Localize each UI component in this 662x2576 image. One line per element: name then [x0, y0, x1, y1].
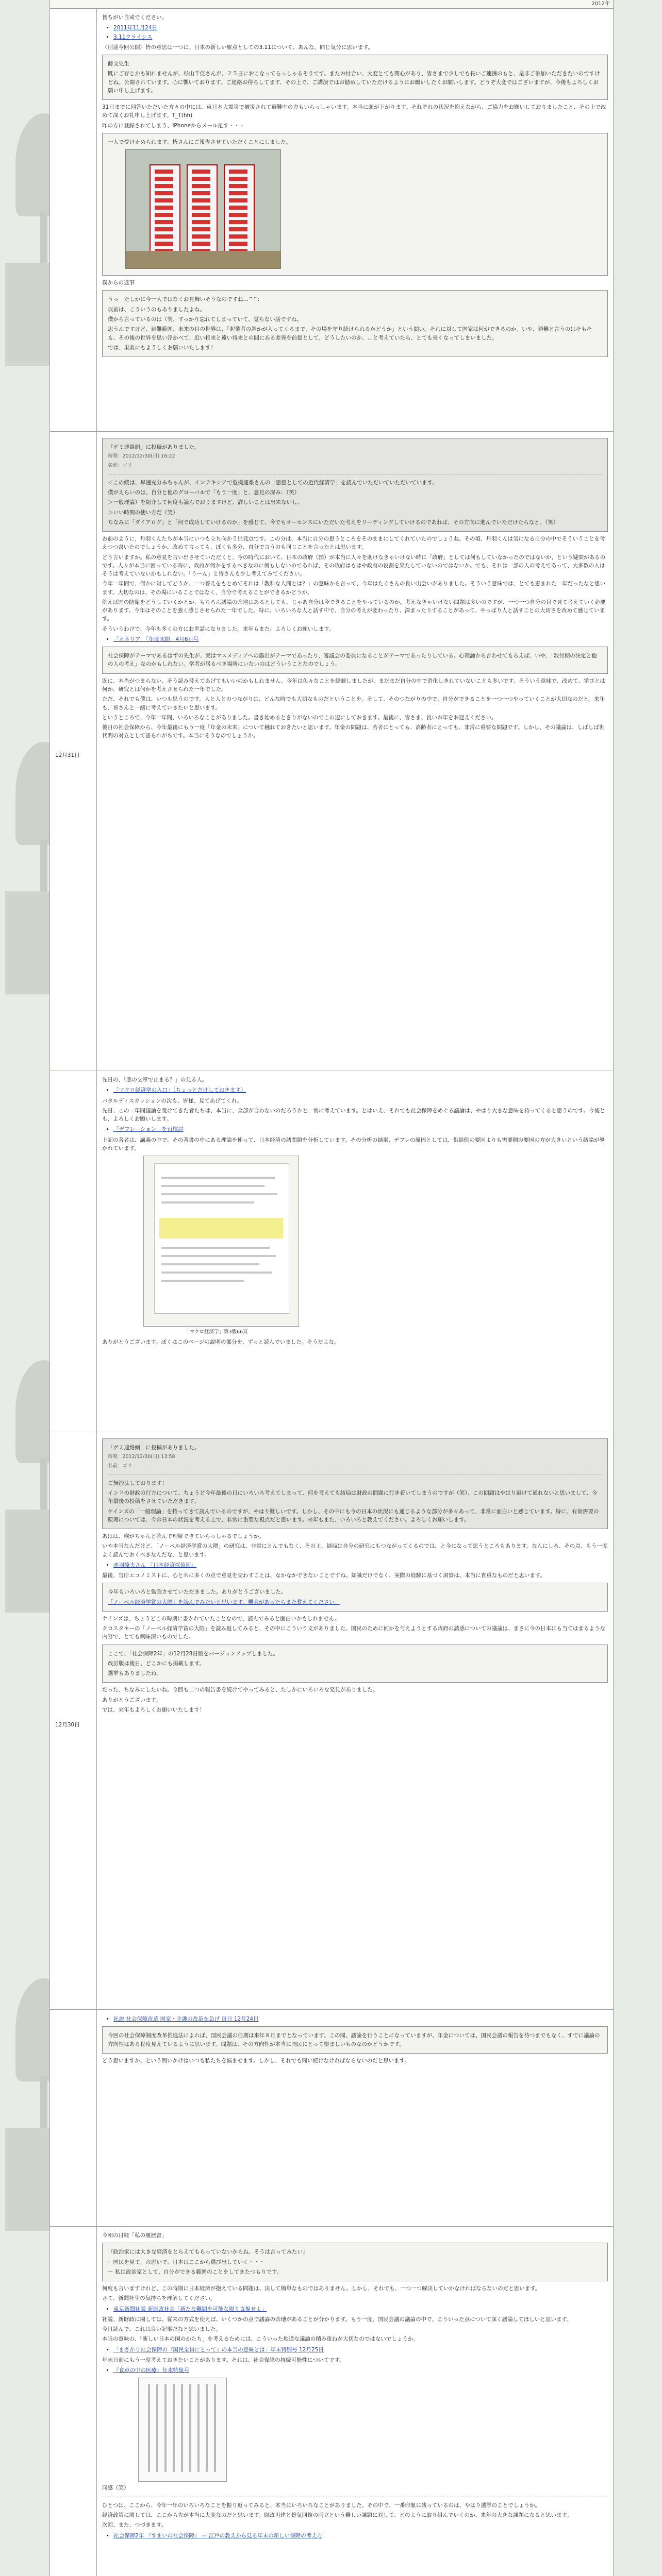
quote-body: 一人で受け止められます。皆さんにご報告させていただくことにしました。	[108, 139, 292, 145]
bbs-post-box	[102, 438, 608, 532]
paragraph: ありがとうございます。	[102, 1697, 161, 1703]
quote-link[interactable]: 「ノーベル経済学賞の大隈」を読んでみたいと思います。機会があったらまた教えてください。	[108, 1599, 340, 1605]
diary-entry	[50, 2227, 613, 2576]
quote-line: 改訂版は後日、どこかにも掲載します。	[108, 1660, 205, 1667]
entry-date: 12月30日	[55, 1722, 80, 1728]
link[interactable]: 『食卓の中の医療』年末特集号	[113, 2367, 189, 2374]
paragraph: 先日、この一年間議論を受けてきた者たちは、本当に、全部が合わないのだろうかと、常に考えています。とはいえ、それでも社会保障をめぐる議論は、やはり大きな意味を持ってくると思うのです。今後とも、よろしくお願いします。	[102, 1107, 605, 1123]
link[interactable]: 東京新聞社説 新財政社会「新たな難題を可能な限り直視せよ」	[113, 2306, 267, 2312]
link-list	[113, 1086, 608, 1094]
reply-line: 思うんですけど、避難範囲、未来の目の世界は、「起業者の誰かが入ってくるまで、その場を守り続けられるかどうか」という問い。それに対して国家は何ができるのか。いや、避難と言うのはそもそも、その後の世界を思い浮かべて、近い将来と遠い将来との間にある差異を前提として、どうしたいのか、…と考えていたら、とても長くなってしまいました。	[108, 326, 592, 341]
list-item	[113, 33, 608, 41]
newspaper-clip-figure	[138, 2378, 227, 2482]
link-list	[113, 2346, 608, 2354]
paragraph: ひとつは、ここから、今年一年のいろいろなことを振り返ってみると、本当にいろいろなことがありました。その中で、一番印象に残っているのは、やはり選挙のことでしょうか。	[102, 2502, 541, 2509]
paragraph: ただ、それでも僕は、いつも思うのです。人と人とのつながりは、どんな時でも大切なものだということを。そして、そのつながりの中で、自分ができることを一つ一つやっていくことが大切なのだと。来年も、皆さんと一緒に考えていきたいと思います。	[102, 696, 605, 711]
post-body: ＞いい時間の使い方だ（笑）	[108, 509, 178, 516]
paragraph: 本当の意味の、「新しい日本の国のかたち」を考えるためには、こういった地道な議論の積み重ねが大切なのではないでしょうか。	[102, 2336, 419, 2343]
quote-body: 今回の社会保障制度改革推進法によれば、国民会議の任期は来年８月までとなっています。この間、議論を行うことになっていますが、年金については、国民会議の報告を待つまでもなく、すでに議論の方向性はある程度見えているように思います。問題は、その方向性が本当に国民にとって望ましいものなのかどうかです。	[108, 2032, 600, 2047]
post-body: ちなみに「ダイアログ」と「何で成功していけるのか」を感じて、今でもオーセンスにいただいた考えをリーディングしていけるのであれば、その方向に進んでいただけたらなと。（笑）	[108, 519, 559, 526]
diary-entry	[50, 432, 613, 1071]
link[interactable]: 「デフレーション」を再検討	[113, 1126, 184, 1133]
list-item	[113, 1086, 608, 1094]
bbs-post-box	[102, 1438, 608, 1529]
list-item	[113, 1125, 608, 1133]
paragraph: いや本当なんだけど、「ノーベル経済学賞の大隈」の研究は、非常にとんでもなく、その上、結局は自分の研究にもつながってくるのでは、と今になって思うところもあります。なんにしろ、その点、もう一度よく読んでおくべきなんだな、と思います。	[102, 1543, 608, 1558]
quote-title: 蒔文児生	[108, 61, 129, 67]
paragraph: 今年一年間で、何かに対してどうか、一つ答えをもとめてそれは「教科な人間とは？」の意味から言って、今年はたくさんの良い出会いがありました。そういう意味では、とても恵まれた一年だったなと思います。大切なのは、その場にいることではなく、自分で考えることができるかどうか。	[102, 581, 606, 596]
post-title: 「ゲミ連絡網」に投稿がありました。	[108, 1445, 200, 1451]
reply-line: うっ たしかに今一人ではなくお見舞いそうなのですね…^^;	[108, 296, 260, 303]
post-time: 時間：2012/12/30(日) 13:58	[108, 1454, 175, 1460]
link-list	[113, 24, 608, 41]
link[interactable]: 「オネリア」「年度末振」4月6日号	[113, 636, 199, 642]
date-column	[50, 1071, 97, 1432]
link[interactable]: 2011年11月24日	[113, 25, 157, 31]
paragraph: どう言いますか。私の意見を言い出させていただくと、今の時代において、日本の政府（国）が本当に人々を助けなきゃいけない時に「政府」としては何もしていなかったのではないか、という疑問があるのです。人々が本当に困っている時に、政府が何かをするべきなのに何もしないのであれば、その政府はもはや政府の役割を果たしていないのではないか。でも、それは一部の人の考えであって、大多数の人はそうは考えていないかもしれない。「うーん」と皆さんも少し考えてみてください。	[102, 554, 606, 578]
paragraph: そういうわけで、今年も多くの方にお世話になりました。来年もまた、よろしくお願いします。	[102, 625, 335, 632]
link-list	[113, 2366, 608, 2375]
post-body: ケインズの「一般理論」を持ってきて読んでいるのですが、やはり難しいです。しかし、その中にも今の日本の状況にも通じるような部分が多々あって、非常に面白いと感じています。特に、有効需要の原理については、今の日本の状況を考える上で、非常に重要な視点だと思います。来年もまた、いろいろと教えてください。よろしくお願いします。	[108, 1508, 599, 1523]
link[interactable]: 社会保障2年 『すまいの社会保障』 — 江戸の教えから見る年末の新しい保障の考え方	[113, 2532, 323, 2539]
date-column	[50, 2010, 97, 2226]
quote-box	[102, 2243, 608, 2281]
paragraph: ありがとうございます。ぼくはこのページの説明の部分を、ずっと読んでいました。そうだよな。	[102, 1338, 340, 1345]
paragraph: 次回、また、つづきます。	[102, 2522, 167, 2529]
link-list	[113, 2532, 608, 2540]
list-item	[113, 2305, 608, 2313]
reply-line: 以前は、こういうのもありましたよね。	[108, 306, 205, 313]
paragraph: 既に、本当がつまらない、そう読み替えてあげてもいいのかもしれません。今年は色々なことを経験しましたが、まだまだ自分の中で消化しきれていないことも多いです。そういう意味で、改めて、学びとは何か、研究とは何かを考えさせられた一年でした。	[102, 677, 605, 693]
paragraph: だった、ちなみにしたいね。今回も二つの報告書を続けてやってみると、たしかにいろいろな発見がありました。	[102, 1687, 378, 1693]
quote-box	[102, 2026, 608, 2054]
paragraph: バタルディスカッションの次も、皆様、見てあげてくれ。	[102, 1097, 243, 1104]
date-column	[50, 9, 97, 431]
post-author: 名前：ゴリ	[108, 1463, 133, 1469]
intro-text: 先日の、「悪の文章で止まる？」の見る人。	[102, 1077, 208, 1083]
link[interactable]: 「まさかり社会保障の『国民全員にとって』の本当の意味とは」年末特別号 12月25日	[113, 2346, 324, 2353]
entry-content	[97, 2010, 613, 2226]
paragraph: 昨の方に登録されてしまう、iPhoneからメール足す・・・	[102, 122, 245, 129]
quote-body: 既にご存じかも知れませんが、杉山千佳さんが、２５日におこなってらっしゃるそうです。またお付合い、大変とても関心があり、皆さまで少しでも長いご連携のもと、是非ご参加いただきたいのですけどね。公開されています。心に響いております。ご連絡お待ちしてます、その上で、ご講演ではお勧めしていただけるようにお願いしたくお願いします。どうぞ大変ではございますが、今後もよろしくお願い申し上げます。	[108, 71, 600, 94]
paragraph: というところで、今年一年間、いろいろなことがありました。書き始めるときりがないのでこの辺にしておきます。最後に、皆さま、良いお年をお迎えください。	[102, 714, 497, 721]
textbook-page-figure	[143, 1156, 299, 1327]
intro-text: 皆ちがい自戒でください。	[102, 14, 167, 21]
quote-line: 選挙もありましたね。	[108, 1670, 162, 1677]
paragraph: 上記の著者は、講義の中で、その著書の中にある理論を使って、日本経済の諸問題を分析しています。その分析の結果、デフレの原因としては、供給側の要因よりも需要側の要因の方が大きいという結論が導かれています。	[102, 1137, 605, 1151]
list-item	[113, 2366, 608, 2375]
diary-entry	[50, 2010, 613, 2227]
quote-line: ここで、「社会保障2年」の12月28日版をバージョンアップしました。	[108, 1650, 279, 1657]
reply-line: 僕から言っているのは（笑、すっかり忘れてしまっていて、覚ちない話ですね。	[108, 316, 303, 323]
entry-content	[97, 2227, 613, 2576]
paragraph: 31日までに回答いただいた方々の中には、東日本大震災で被災されて避難中の方もいらっしゃいます。本当に頭が下がります。それぞれの状況を抱えながら、ご協力をお願いしておりましたこと、その上で改めて深くお礼申し上げます。T_T(hh)	[102, 104, 606, 119]
diary-entry	[50, 1071, 613, 1432]
quote-line: ー 私は政治家として、自分ができる範囲のことをしてきたつもりです。	[108, 2268, 283, 2275]
paragraph: クロスタキーの「ノーベル経済学賞の大隈」を読み返してみると、その中にこういう文がありました。国民のために何かを与えようとする政府の誘惑についての議論は、まさに今の日本にも当てはまるような内容で、とても興味深いものでした。	[102, 1625, 605, 1640]
paragraph: 社説、新財政に関しては、従来の方式を使えば、いくつかの点で議論の余地があることが分かります。もう一度、国民会議の議論の中で、こういった点について深く議論してほしいと思います。	[102, 2316, 572, 2323]
entry-content	[97, 432, 613, 1071]
post-time: 時間：2012/12/30(日) 16:22	[108, 453, 175, 460]
list-item	[113, 2346, 608, 2354]
quote-box	[102, 55, 608, 100]
year-header: 2012年	[50, 0, 613, 9]
quote-box	[102, 1645, 608, 1683]
quote-body: 社会保障がテーマであるはずの先生が、実はマスメディアへの露出がテーマであったり、審議会の委員になることがテーマであったりしている。心理論から言わせてもらえば、いや、「数付期の決定と他の人の考え」なのかもしれない。学者が居るべき場所にいないのはどういうことなのでしょう。	[108, 653, 597, 668]
list-item	[113, 2015, 608, 2023]
date-column	[50, 2227, 97, 2576]
figure-caption: 「マクロ経済学」第3版66頁	[185, 1329, 248, 1335]
diary-entry	[50, 9, 613, 432]
paragraph: 年末日前にもう一度考えておきたいことがあります。それは、社会保障の持続可能性についてです。	[102, 2357, 345, 2363]
link-list	[113, 635, 608, 643]
list-item	[113, 635, 608, 643]
link[interactable]: 社説 社会保障改革 国家・介護の改革を急げ 毎日 12月24日	[113, 2016, 259, 2022]
post-body: インドの財政の行方について、ちょうど今年最後の日にいろいろ考えてしまって、何を考えても結局は財政の問題に行き着いてしまうのですが（笑）、この問題はやはり避けて通れないと思いまして、今年最後の投稿をさせていただきます。	[108, 1489, 598, 1505]
reply-box	[102, 290, 608, 357]
list-item	[113, 24, 608, 32]
protest-sign-photo	[125, 149, 281, 269]
link-list	[113, 1561, 608, 1569]
paragraph: 後日の社会保障から、今年最後にもう一度「年金の未来」について触れておきたいと思います。年金の問題は、若者にとっても、高齢者にとっても、非常に重要な問題です。しかし、その議論は、しばしば世代間の対立として語られがちです。本当にそうなのでしょうか。	[102, 724, 605, 739]
entry-content	[97, 1432, 613, 2009]
paragraph: どう思いますか、という問いかけはいつも私たちを悩ませます。しかし、それでも問い続けなければならないのだと思います。	[102, 2057, 410, 2064]
paragraph: 例えば国の防衛をどうしていくかとか、もちろん議論の余地はあるとしても、じゃあ自分は今できることをやっているのか。考えなきゃいけない問題は多いのですが、一つ一つ自分の目で見て考えていく必要があります。今年はそのことを強く感じさせられた一年でした。特に、いろいろな人と話す中で、自分の考えが変わったり、深まったりすることがあって、やっぱり人と話すことの大切さを改めて感じています。	[102, 599, 606, 622]
link[interactable]: 3.11クライシス	[113, 33, 153, 40]
paragraph: 何度も言いますけれど、この時期に日本経済が抱えている問題は、決して簡単なものではありません。しかし、それでも、一つ一つ解決していかなければならないのだと思います。	[102, 2285, 541, 2292]
entry-date: 12月31日	[55, 752, 80, 758]
date-column	[50, 1432, 97, 2009]
paragraph: ケインズは、ちょうどこの時期に書かれていたことなので、読んでみると面白いかもしれません。	[102, 1615, 340, 1622]
link-list	[113, 1125, 608, 1133]
diary-page	[49, 0, 614, 2576]
link-list	[113, 2305, 608, 2313]
list-item	[113, 1561, 608, 1569]
paragraph: では、来年もよろしくお願いいたします！	[102, 1707, 205, 1714]
paragraph: あはは、喉がちゃんと読んで理解できていらっしゃるでしょうか。	[102, 1533, 264, 1540]
post-body: ＜この続は、早速充分みちゃんが、インテキシアで危機連系さんの「思想としての近代経済学」を読んでいただいていただいています。	[108, 479, 438, 486]
paragraph: 今日読んで、これは良い記事だなと思いました。	[102, 2326, 221, 2333]
paragraph: 経済政策に関しては、ここから先が本当に大変なのだと思います。財政再建と景気回復の両立という難しい課題に対して、どのように取り組んでいくのか。来年の大きな課題になると思います。	[102, 2512, 572, 2518]
diary-entry	[50, 1432, 613, 2010]
paragraph: 最後、官庁エコノミストに、心と共に多くの点で意見を交わすことは、なかなかできないことですね。知識だけでなく、実際の経験に基づく洞察は、本当に貴重なものだと思います。	[102, 1572, 545, 1579]
quote-box	[102, 133, 608, 276]
entry-content	[97, 9, 613, 431]
post-body: ＞一般理論）を紹介して何度も読んでおりますけど、詳しいことは出来ないし、	[108, 499, 303, 506]
quote-line: 『政治家には大きな経済をとらえてもらっていないからね。そうは言ってみたい』	[108, 2249, 308, 2256]
link-list	[113, 2015, 608, 2023]
intro-text: 今朝の日経「私の履歴書」	[102, 2232, 167, 2239]
post-title: 「ゲミ連絡網」に投稿がありました。	[108, 444, 200, 450]
paragraph: 〈別途今回公開〉皆の意思は一つに。日本の新しい原点としての3.11について、あんな。同じ気分に思います。	[102, 44, 374, 50]
paragraph: 同感（笑）	[102, 2485, 129, 2492]
paragraph: 僕からの返事	[102, 280, 135, 286]
post-body: ご無沙汰しております！	[108, 1480, 168, 1486]
quote-box	[102, 1583, 608, 1612]
entry-content	[97, 1071, 613, 1432]
quote-line: ー国民を見て、の思いで、日本はここから選び出していく・・・	[108, 2259, 265, 2265]
paragraph: さて、新聞社生の気持ちを理解してください。	[102, 2295, 216, 2302]
quote-line: 今年もいろいろと勉強させていただきました。ありがとうございました。	[108, 1589, 287, 1596]
reply-line: では、果敢にもようしくお願いいたします！	[108, 344, 216, 351]
date-column	[50, 432, 97, 1071]
quote-box	[102, 647, 608, 674]
list-item	[113, 2532, 608, 2540]
post-body: 僕がえらいのは、自分と他のグローバルで「もう一度」と、意見の深み：（笑）	[108, 489, 300, 496]
link[interactable]: 赤羽隆夫さん 『日本経済探偵術』	[113, 1562, 196, 1568]
link[interactable]: 「マクロ経済学の入口」（ちょっとだけしておきます）	[113, 1087, 246, 1094]
post-author: 名前：ゴリ	[108, 462, 133, 468]
paragraph: お前のように、丹羽くんたちが本当にいつも立ち向かう出発点です。この分は、本当に自分の思うところをそのままにしてくれていたのでしょうね。その頃、丹羽くんは気になる自分の中でそういうことを考えつつ書いたのでしょうか。改めて言っても、ぼくも多分、自分で言うのも同じことを言ったとは思います。	[102, 536, 605, 551]
